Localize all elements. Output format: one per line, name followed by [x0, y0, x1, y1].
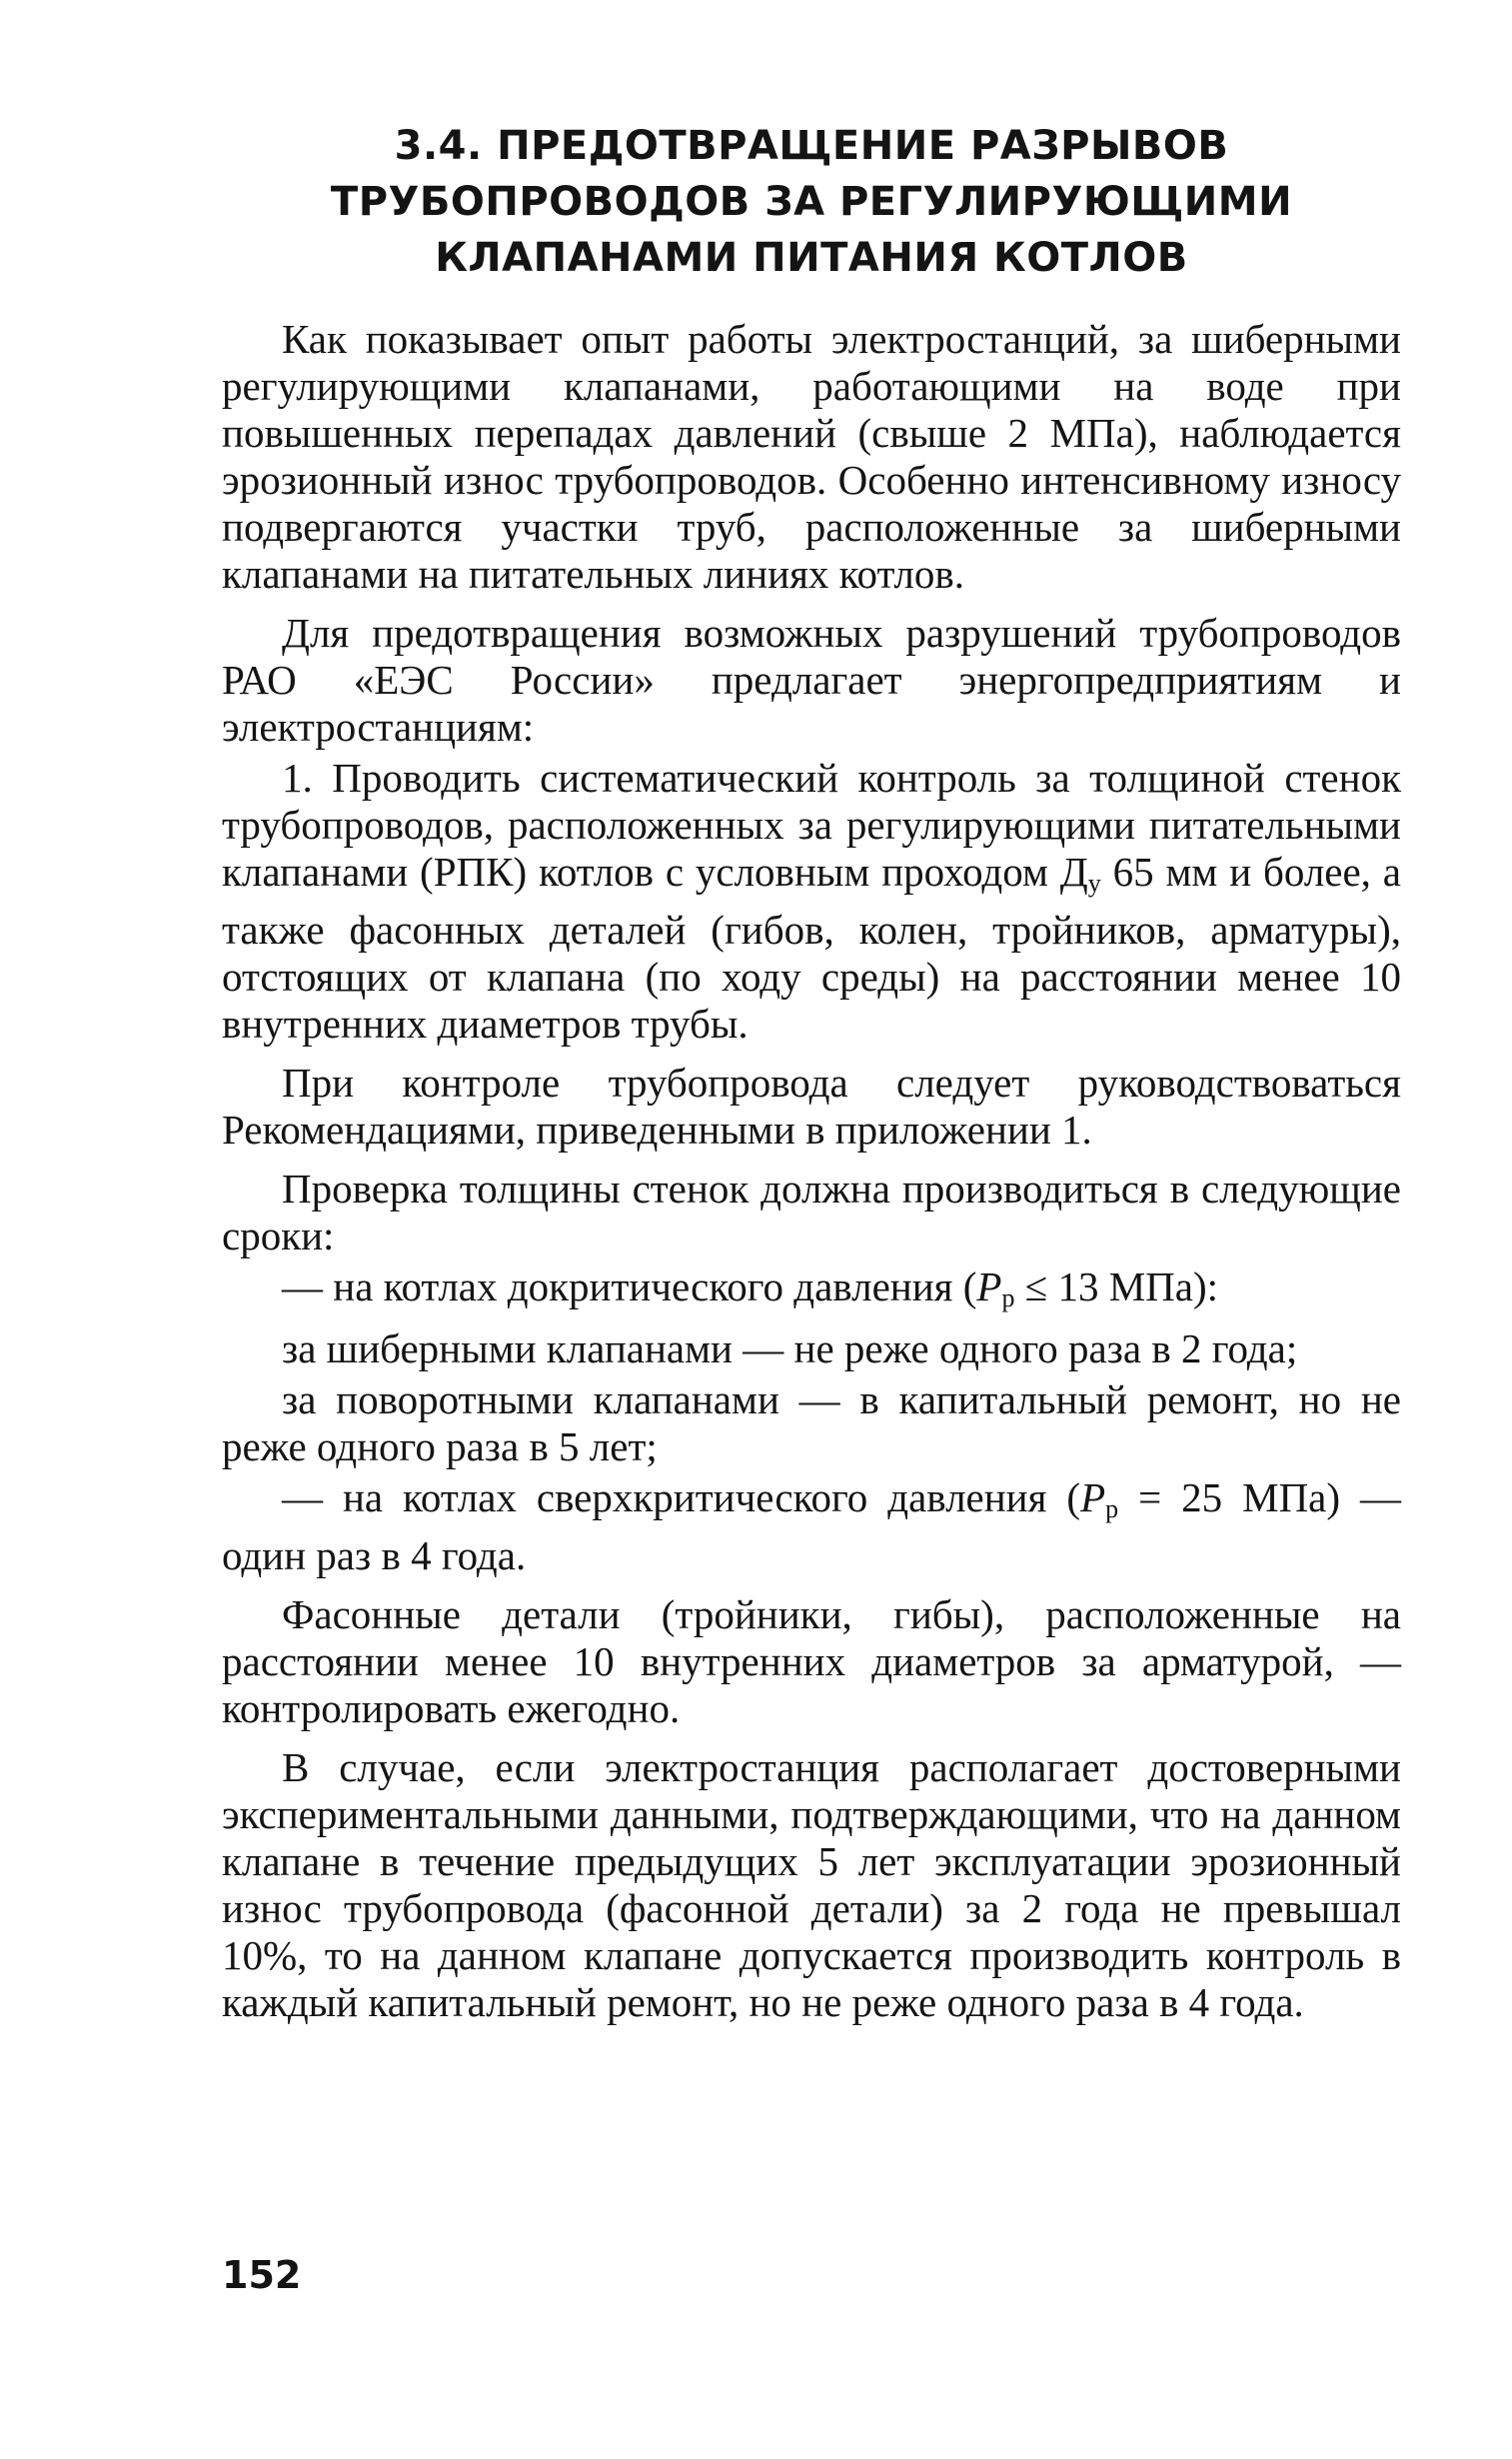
supercritical-text-a: — на котлах сверхкритического давления ( — [282, 1474, 1081, 1520]
paragraph-fittings: Фасонные детали (тройники, гибы), расположенные на расстоянии менее 10 внутренних диаметров за арматурой, — контролировать ежегодно. — [222, 1591, 1401, 1731]
section-heading — [222, 118, 1401, 286]
paragraph-proposal: Для предотвращения возможных разрушений трубопроводов РАО «ЕЭС России» предлагает энергопредприятиям и электростанциям: — [222, 610, 1401, 750]
heading-line-3: КЛАПАНАМИ ПИТАНИЯ КОТЛОВ — [435, 235, 1188, 281]
body-text — [222, 316, 1401, 2026]
paragraph-supercritical — [222, 1474, 1401, 1579]
supercritical-subscript: р — [1105, 1494, 1119, 1523]
heading-line-1: 3.4. ПРЕДОТВРАЩЕНИЕ РАЗРЫВОВ — [394, 123, 1229, 169]
subcritical-symbol: P — [976, 1263, 1002, 1309]
paragraph-exception: В случае, если электростанция располагает достоверными экспериментальными данными, подтверждающими, что на данном клапане в течение предыдущих 5 лет эксплуатации эрозионный износ трубопровода (фасонной детали) за 2 года не превышал 10%, то на данном клапане допускается производить контроль в каждый капитальный ремонт, но не реже одного раза в 4 года. — [222, 1744, 1401, 2025]
paragraph-inspection-terms: Проверка толщины стенок должна производиться в следующие сроки: — [222, 1166, 1401, 1258]
item-1-text-a: 1. Проводить систематический контроль за толщиной стенок трубопроводов, расположенных за регулирующими питательными клапанами (РПК) котлов с условным проходом Д — [222, 755, 1401, 895]
item-1-text-b: 65 мм и более, а также фасонных деталей (гибов, колен, тройников, арматуры), отстоящих от клапана (по ходу среды) на расстоянии менее 10 внутренних диаметров трубы. — [222, 849, 1401, 1047]
paragraph-intro: Как показывает опыт работы электростанций, за шиберными регулирующими клапанами, работающими на воде при повышенных перепадах давлений (свыше 2 МПа), наблюдается эрозионный износ трубопроводов. Особенно интенсивному износу подвергаются участки труб, расположенные за шиберными клапанами на питательных линиях котлов. — [222, 316, 1401, 597]
paragraph-item-1 — [222, 755, 1401, 1048]
page-content — [222, 118, 1401, 2030]
supercritical-text-b: = 25 МПа) — один раз в 4 года. — [222, 1474, 1401, 1578]
subcritical-text-b: ≤ 13 МПа): — [1014, 1263, 1219, 1309]
paragraph-rotary-valves: за поворотными клапанами — в капитальный ремонт, но не реже одного раза в 5 лет; — [222, 1376, 1401, 1469]
item-1-subscript: у — [1087, 869, 1101, 898]
page-number: 152 — [222, 2253, 302, 2297]
supercritical-symbol: P — [1080, 1474, 1106, 1520]
heading-line-2: ТРУБОПРОВОДОВ ЗА РЕГУЛИРУЮЩИМИ — [330, 179, 1293, 225]
paragraph-control-guidance: При контроле трубопровода следует руководствоваться Рекомендациями, приведенными в приложении 1. — [222, 1060, 1401, 1153]
subcritical-text-a: — на котлах докритического давления ( — [282, 1263, 977, 1309]
subcritical-subscript: р — [1001, 1283, 1015, 1312]
paragraph-gate-valves: за шиберными клапанами — не реже одного раза в 2 года; — [282, 1325, 1298, 1371]
paragraph-subcritical — [222, 1263, 1401, 1321]
